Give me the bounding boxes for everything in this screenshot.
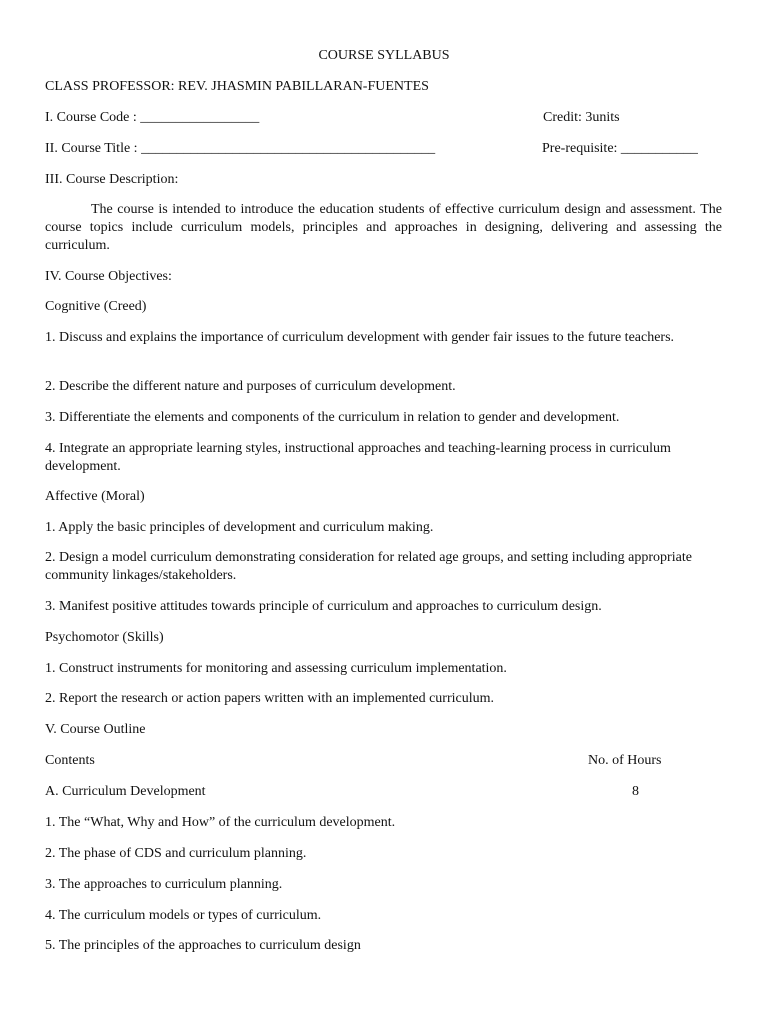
affective-objective-3: 3. Manifest positive attitudes towards principle of curriculum and approaches to curriculum design.	[45, 599, 602, 614]
outline-item-5: 5. The principles of the approaches to curriculum design	[45, 938, 361, 953]
hours-label: No. of Hours	[588, 753, 662, 768]
outline-item-1: 1. The “What, Why and How” of the curriculum development.	[45, 815, 396, 830]
class-professor: CLASS PROFESSOR: REV. JHASMIN PABILLARAN-FUENTES	[45, 79, 429, 94]
section-a-title: A. Curriculum Development	[45, 784, 206, 799]
affective-heading: Affective (Moral)	[45, 489, 145, 504]
cognitive-objective-2: 2. Describe the different nature and purposes of curriculum development.	[45, 379, 456, 394]
outline-item-2: 2. The phase of CDS and curriculum planning.	[45, 846, 307, 861]
outline-item-3: 3. The approaches to curriculum planning.	[45, 877, 283, 892]
credit: Credit: 3units	[543, 110, 620, 125]
outline-item-4: 4. The curriculum models or types of curriculum.	[45, 908, 322, 923]
psychomotor-objective-1: 1. Construct instruments for monitoring and assessing curriculum implementation.	[45, 661, 507, 676]
outline-heading: V. Course Outline	[45, 722, 146, 737]
cognitive-objective-4: 4. Integrate an appropriate learning styles, instructional approaches and teaching-learning process in curriculum development.	[45, 441, 671, 474]
affective-objective-1: 1. Apply the basic principles of development and curriculum making.	[45, 520, 434, 535]
course-title: II. Course Title : __________________________________________	[45, 141, 436, 156]
section-a-hours: 8	[632, 784, 639, 799]
cognitive-heading: Cognitive (Creed)	[45, 299, 147, 314]
cognitive-objective-3: 3. Differentiate the elements and components of the curriculum in relation to gender and development.	[45, 410, 620, 425]
prerequisite: Pre-requisite: ___________	[542, 141, 698, 156]
affective-objective-2: 2. Design a model curriculum demonstrating consideration for related age groups, and setting including appropriate community linkages/stakeholders.	[45, 550, 692, 583]
course-code: I. Course Code : _________________	[45, 110, 260, 125]
cognitive-objective-1: 1. Discuss and explains the importance of curriculum development with gender fair issues to the future teachers.	[45, 330, 675, 345]
contents-label: Contents	[45, 753, 95, 768]
objectives-heading: IV. Course Objectives:	[45, 269, 172, 284]
psychomotor-heading: Psychomotor (Skills)	[45, 630, 164, 645]
course-description: The course is intended to introduce the education students of effective curriculum design and assessment. The course topics include curriculum models, principles and approaches in designing, delivering and assessing the curriculum.	[45, 202, 722, 253]
psychomotor-objective-2: 2. Report the research or action papers written with an implemented curriculum.	[45, 691, 495, 706]
document-title: COURSE SYLLABUS	[318, 48, 450, 63]
description-heading: III. Course Description:	[45, 172, 179, 187]
